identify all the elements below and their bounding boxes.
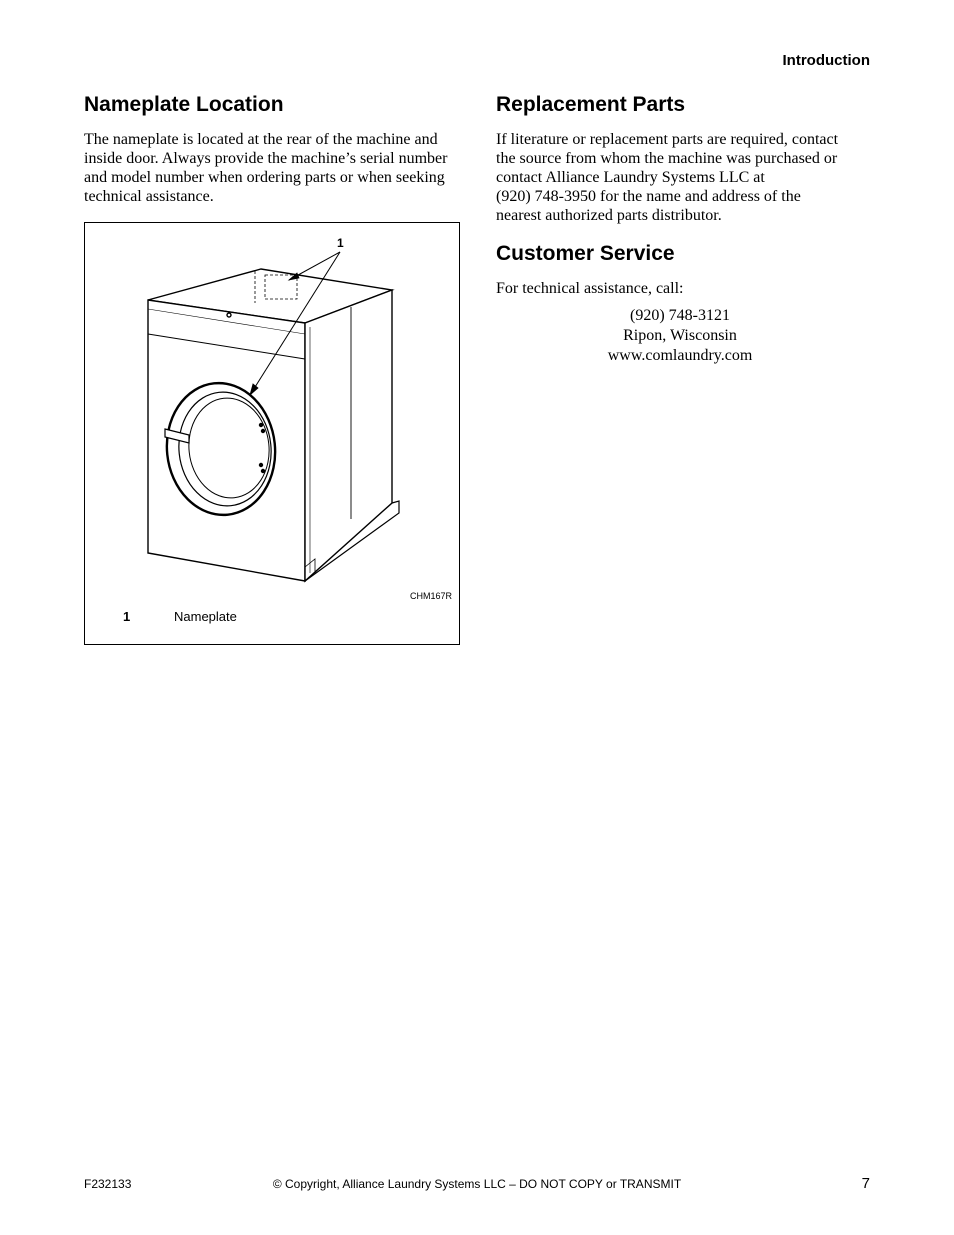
right-column [496, 90, 872, 366]
service-website[interactable]: www.comlaundry.com [607, 347, 753, 364]
nameplate-body: The nameplate is located at the rear of the machine and inside door. Always provide the machine’s serial number and model number when ordering parts or when seeking technical assistance. [84, 131, 448, 205]
service-heading: Customer Service [496, 242, 675, 265]
replacement-line: If literature or replacement parts are required, contact [496, 131, 839, 148]
figure-callout-1: 1 [337, 236, 344, 250]
footer-copyright: © Copyright, Alliance Laundry Systems LLC – DO NOT COPY or TRANSMIT [272, 1177, 682, 1191]
figure-code: CHM167R [409, 591, 452, 601]
service-intro: For technical assistance, call: [496, 280, 684, 297]
contact-block [496, 306, 872, 366]
footer-doc-id: F232133 [84, 1177, 132, 1191]
legend-number: 1 [123, 609, 131, 624]
replacement-line: contact Alliance Laundry Systems LLC at [496, 169, 765, 186]
nameplate-figure [84, 222, 460, 645]
nameplate-heading: Nameplate Location [84, 93, 284, 116]
section-title: Introduction [782, 52, 870, 69]
replacement-line: nearest authorized parts distributor. [496, 207, 722, 224]
legend-label: Nameplate [174, 609, 237, 624]
replacement-body [496, 130, 872, 225]
replacement-line: (920) 748-3950 for the name and address of the [496, 188, 801, 205]
nameplate-section [84, 90, 460, 645]
washer-illustration [85, 223, 459, 644]
service-phone: (920) 748-3121 [630, 307, 730, 324]
page-number: 7 [861, 1175, 870, 1192]
service-city: Ripon, Wisconsin [623, 327, 737, 344]
replacement-line: the source from whom the machine was purchased or [496, 150, 838, 167]
replacement-heading: Replacement Parts [496, 93, 686, 116]
